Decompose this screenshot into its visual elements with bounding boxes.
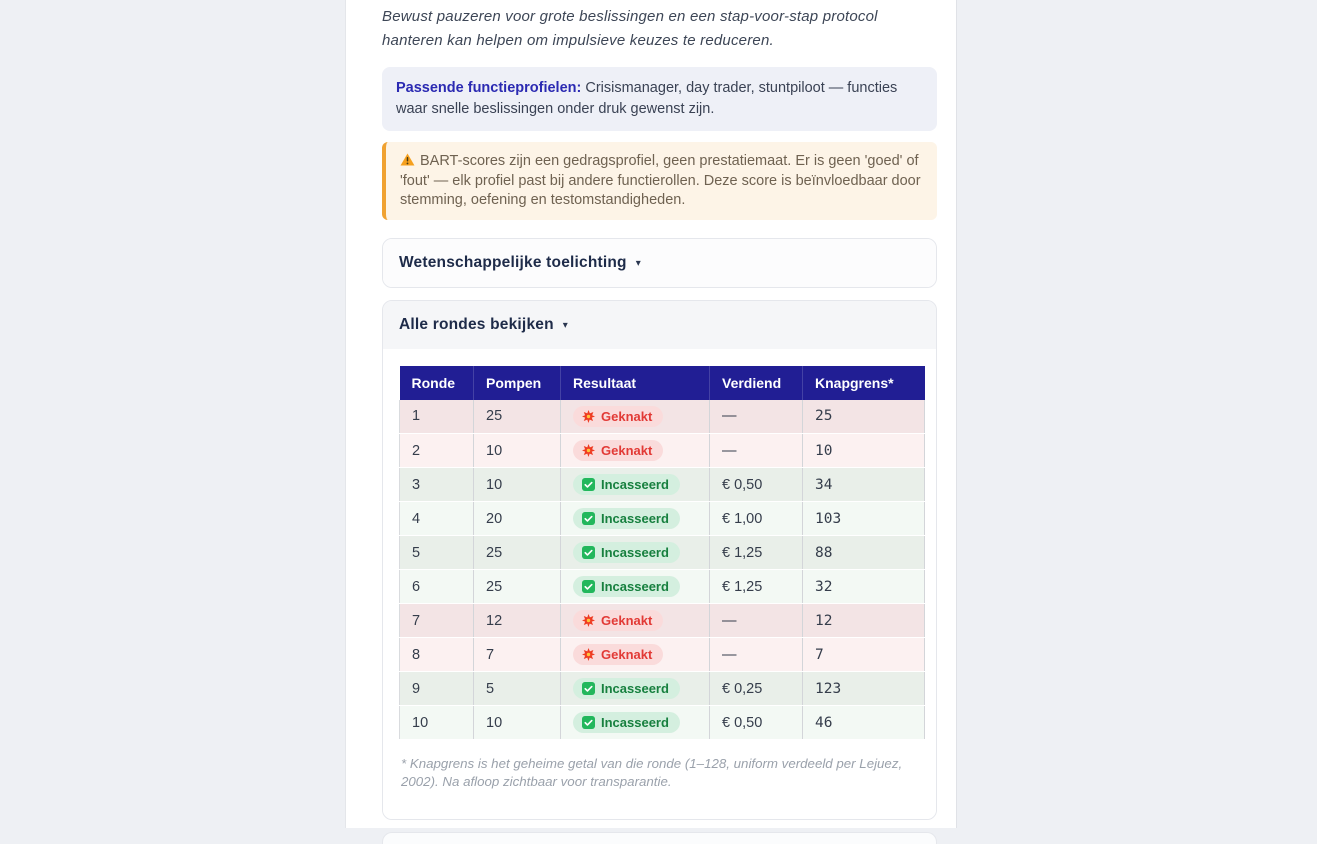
cell-verdiend: — [710,604,803,638]
cell-pompen: 25 [474,570,561,604]
status-badge [573,576,680,597]
column-header-verdiend: Verdiend [710,366,803,400]
cell-pompen: 12 [474,604,561,638]
cell-verdiend: € 0,25 [710,672,803,706]
cell-verdiend: — [710,400,803,434]
table-footnote: * Knapgrens is het geheime getal van die ronde (1–128, uniform verdeeld per Lejuez, 2002). Na afloop zichtbaar voor transparantie. [401,756,903,789]
cell-resultaat [561,638,710,672]
check-icon [582,478,595,491]
column-header-ronde: Ronde [400,366,474,400]
status-badge [573,508,680,529]
column-header-knapgrens: Knapgrens* [803,366,925,400]
check-icon [582,716,595,729]
cell-verdiend: — [710,434,803,468]
status-badge-label: Incasseerd [601,681,669,696]
profile-box [382,67,937,131]
cell-knapgrens: 32 [803,570,925,604]
check-icon [582,580,595,593]
status-badge [573,678,680,699]
rounds-section [382,300,937,821]
table-header-row [400,366,925,400]
cell-resultaat [561,536,710,570]
cell-knapgrens: 123 [803,672,925,706]
intro-text: Bewust pauzeren voor grote beslissingen en een stap-voor-stap protocol hanteren kan helpen om impulsieve keuzes te reduceren. [382,8,878,49]
cell-verdiend: € 1,25 [710,536,803,570]
status-badge [573,712,680,733]
column-header-resultaat: Resultaat [561,366,710,400]
warning-box [382,142,937,220]
status-badge-label: Geknakt [601,647,653,662]
check-icon [582,512,595,525]
cell-pompen: 5 [474,672,561,706]
warning-triangle-icon [400,153,420,169]
cell-ronde: 1 [400,400,474,434]
cell-ronde: 10 [400,706,474,740]
cell-pompen: 10 [474,468,561,502]
burst-icon [582,648,595,661]
cell-verdiend: € 0,50 [710,468,803,502]
cell-pompen: 10 [474,706,561,740]
cell-pompen: 10 [474,434,561,468]
table-row [400,468,925,502]
table-row [400,706,925,740]
status-badge-label: Incasseerd [601,477,669,492]
profile-box-label: Passende functieprofielen: [396,80,582,96]
cell-ronde: 8 [400,638,474,672]
table-row [400,434,925,468]
burst-icon [582,614,595,627]
cell-resultaat [561,604,710,638]
status-badge-label: Incasseerd [601,579,669,594]
cell-resultaat [561,502,710,536]
science-section-title: Wetenschappelijke toelichting [399,253,627,271]
profile-box-text: Crisismanager, day trader, stuntpiloot — functies waar snelle beslissingen onder druk gewenst zijn. [396,80,898,117]
cell-resultaat [561,570,710,604]
status-badge [573,644,663,665]
status-badge-label: Incasseerd [601,545,669,560]
rounds-table-body [400,400,925,740]
table-row [400,570,925,604]
table-row [400,536,925,570]
cell-knapgrens: 88 [803,536,925,570]
next-section-edge [382,832,937,844]
cell-pompen: 25 [474,536,561,570]
cell-resultaat [561,706,710,740]
cell-ronde: 3 [400,468,474,502]
cell-ronde: 7 [400,604,474,638]
check-icon [582,546,595,559]
cell-pompen: 7 [474,638,561,672]
table-row [400,672,925,706]
cell-verdiend: — [710,638,803,672]
column-header-pompen: Pompen [474,366,561,400]
cell-knapgrens: 46 [803,706,925,740]
table-row [400,502,925,536]
cell-resultaat [561,434,710,468]
status-badge [573,474,680,495]
cell-ronde: 6 [400,570,474,604]
cell-knapgrens: 12 [803,604,925,638]
cell-verdiend: € 1,00 [710,502,803,536]
cell-knapgrens: 25 [803,400,925,434]
cell-ronde: 4 [400,502,474,536]
burst-icon [582,410,595,423]
rounds-section-title: Alle rondes bekijken [399,315,554,333]
cell-verdiend: € 0,50 [710,706,803,740]
cell-knapgrens: 7 [803,638,925,672]
chevron-down-icon: ▾ [562,320,568,331]
status-badge [573,440,663,461]
content-card [345,0,957,828]
status-badge [573,610,663,631]
cell-pompen: 20 [474,502,561,536]
rounds-section-toggle[interactable] [383,301,936,349]
status-badge-label: Geknakt [601,613,653,628]
chevron-down-icon: ▾ [635,258,641,269]
cell-resultaat [561,468,710,502]
rounds-table [399,366,925,741]
status-badge [573,542,680,563]
science-section-toggle[interactable] [383,239,936,287]
cell-knapgrens: 34 [803,468,925,502]
cell-knapgrens: 103 [803,502,925,536]
cell-knapgrens: 10 [803,434,925,468]
table-row [400,604,925,638]
status-badge-label: Incasseerd [601,511,669,526]
warning-text: BART-scores zijn een gedragsprofiel, geen prestatiemaat. Er is geen 'goed' of 'fout' — elk profiel past bij andere functierollen. Deze score is beïnvloedbaar door stemming, oefening en testomstandigheden. [400,153,921,208]
rounds-section-body [383,349,936,820]
cell-pompen: 25 [474,400,561,434]
table-row [400,400,925,434]
status-badge-label: Geknakt [601,408,653,424]
cell-verdiend: € 1,25 [710,570,803,604]
check-icon [582,682,595,695]
cell-ronde: 9 [400,672,474,706]
status-badge [573,406,663,427]
cell-resultaat [561,400,710,434]
science-section [382,238,937,288]
table-row [400,638,925,672]
status-badge-label: Incasseerd [601,715,669,730]
cell-resultaat [561,672,710,706]
burst-icon [582,444,595,457]
cell-ronde: 5 [400,536,474,570]
status-badge-label: Geknakt [601,443,653,458]
cell-ronde: 2 [400,434,474,468]
